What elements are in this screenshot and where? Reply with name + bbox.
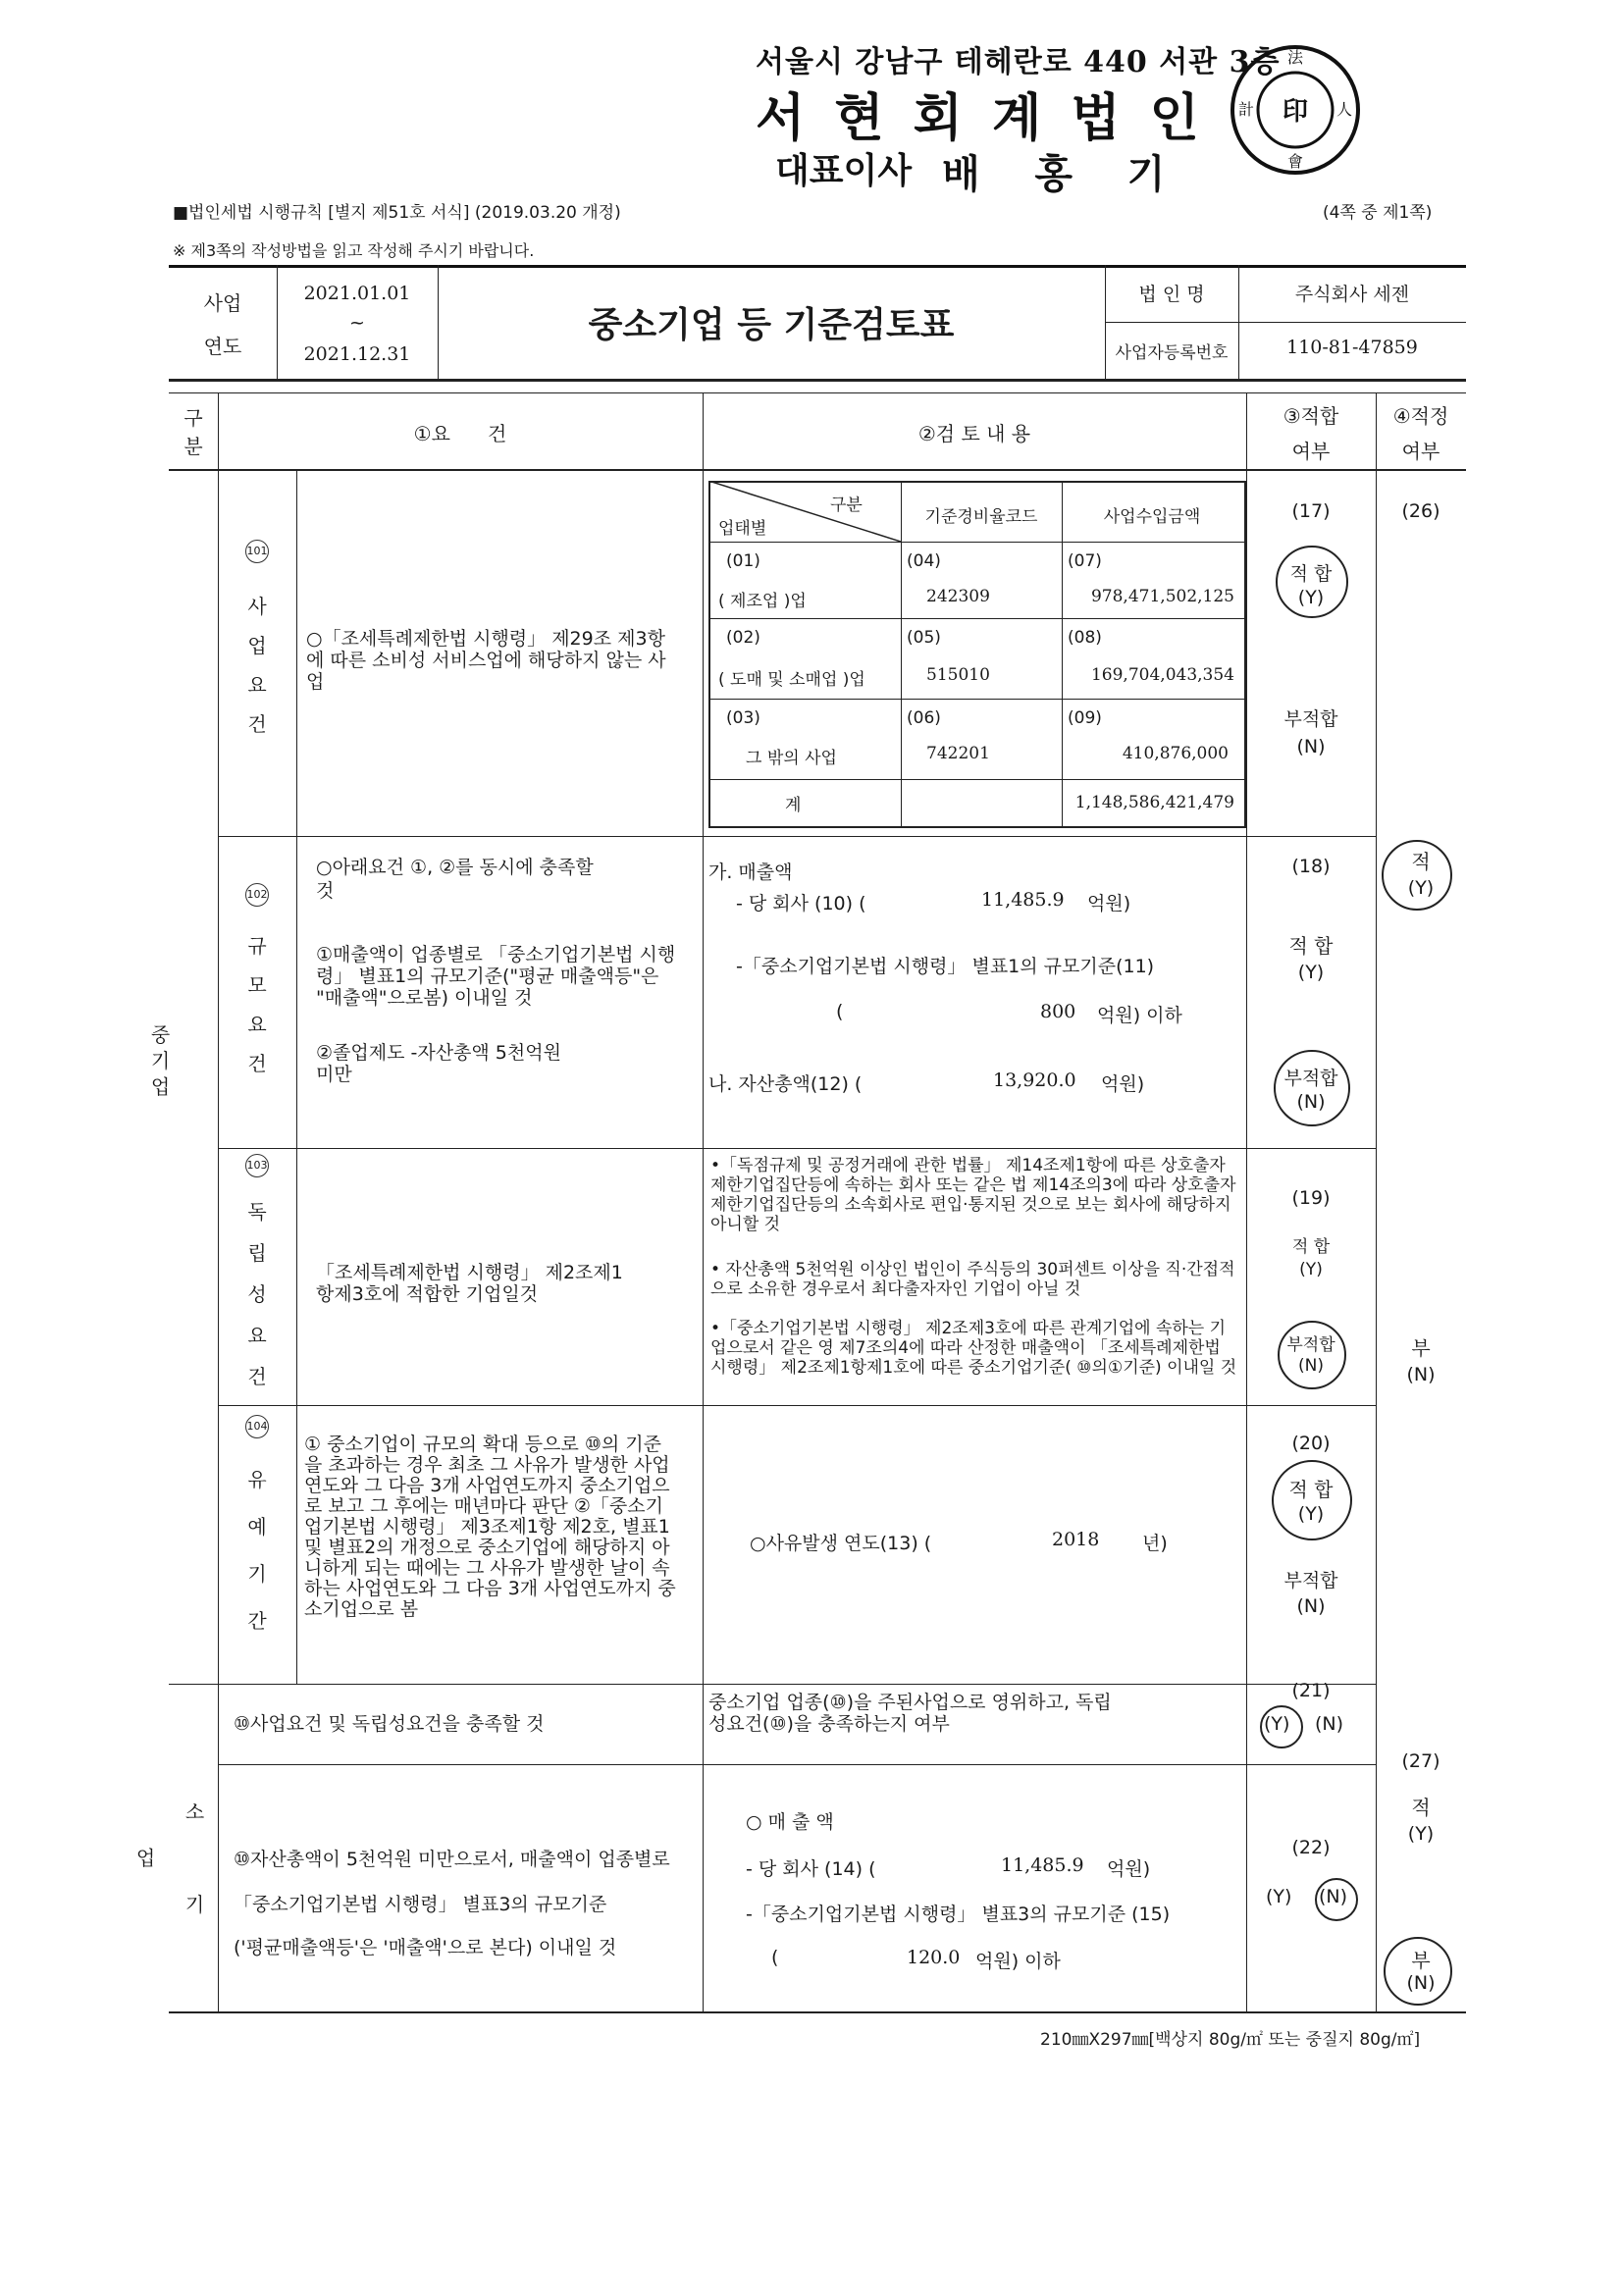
line1-n1: (01) [726, 551, 760, 571]
sme-final-no: 부 [1411, 1336, 1431, 1360]
biz-fit-yes-y: (Y) [1297, 587, 1325, 608]
scale-rev-e-label: 나. 자산총액(12) ( [708, 1073, 863, 1095]
date-from: 2021.01.01 [303, 283, 411, 304]
scale-rev-d-open: ( [836, 1001, 844, 1022]
small2-req-a: ⑩자산총액이 5천억원 미만으로서, 매출액이 업종별로 [234, 1849, 670, 1870]
grace-fit-yes: 적 합 [1288, 1478, 1334, 1501]
small-final-no: 부 [1411, 1949, 1431, 1972]
col-gubun: 구분 [183, 406, 203, 458]
seal-icon [1227, 41, 1364, 179]
col-fit4-a: ④적정 [1392, 404, 1449, 428]
page-info: (4쪽 중 제1쪽) [1323, 203, 1433, 223]
sme-final-yes-y: (Y) [1407, 877, 1435, 899]
scale-rev-b-val: 11,485.9 [981, 889, 1065, 911]
inner-head-code: 기준경비율코드 [924, 507, 1038, 527]
biz-no-label: 사업자등록번호 [1115, 343, 1229, 363]
stamp-address: 서울시 강남구 테헤란로 440 서관 3층 [756, 45, 1281, 79]
inner-head-gubun: 구분 [830, 496, 863, 515]
row-scale-label: 규 모 요 건 [247, 934, 267, 1075]
date-tilde: ~ [349, 312, 365, 334]
indep-fit-no-n: (N) [1298, 1356, 1324, 1376]
year-label-1: 사업 [203, 291, 242, 315]
line1-n2: (04) [907, 551, 941, 571]
line3-amount: 410,876,000 [1122, 744, 1229, 763]
small-final-yes: 적 [1411, 1796, 1431, 1819]
stamp-firm: 서 현 회 계 법 인 [756, 88, 1205, 148]
scale-rev-e-val: 13,920.0 [993, 1070, 1076, 1091]
svg-text:法: 法 [1286, 48, 1304, 67]
scale-fit-yes: 적 합 [1288, 934, 1334, 958]
small2-rev-a: ○ 매 출 액 [746, 1811, 834, 1833]
col-fit3-a: ③적합 [1283, 404, 1339, 428]
small2-req-c: ('평균매출액등'은 '매출액'으로 본다) 이내일 것 [234, 1937, 617, 1958]
indep-fit-yes-y: (Y) [1299, 1260, 1323, 1279]
svg-text:人: 人 [1335, 100, 1353, 119]
small1-review: 중소기업 업종(⑩)을 주된사업으로 영위하고, 독립성요건(⑩)을 충족하는지 여부 [708, 1692, 1112, 1735]
section-sme: 중 기 업 [147, 1023, 171, 1096]
biz-fit-no-n: (N) [1296, 736, 1326, 757]
svg-text:印: 印 [1282, 97, 1309, 127]
grace-requirement: ① 중소기업이 규모의 확대 등으로 ⑩의 기준을 초과하는 경우 최초 그 사유가 발생한 사업연도와 그 다음 3개 사업연도까지 중소기업으로 보고 그 후에는 매년마다 판단 ②「중소기업기본법 시행령」 제3조제1항 제2호, 별표1 및 별표2의 개정으로 중소기업에 해당하지 아니하게 되는 때에는 그 사유가 발생한 날이 속하는 사업연도와 그 다음 3개 사업연도까지 중소기업으로 봄 [304, 1434, 676, 1620]
col-requirement: ①요 건 [413, 422, 507, 445]
small1-fit-num: (21) [1291, 1680, 1331, 1701]
scale-rev-c: -「중소기업기본법 시행령」 별표1의 규모기준(11) [736, 956, 1155, 977]
small2-req-b: 「중소기업기본법 시행령」 별표3의 규모기준 [234, 1894, 607, 1915]
scale-req-2: ①매출액이 업종별로 「중소기업기본법 시행령」 별표1의 규모기준("평균 매출액등"은 "매출액"으로봄) 이내일 것 [316, 944, 676, 1009]
line3-n3: (09) [1068, 708, 1102, 728]
col-fit4-b: 여부 [1401, 440, 1440, 463]
small2-rev-c: -「중소기업기본법 시행령」 별표3의 규모기준 (15) [746, 1904, 1171, 1925]
line3-n2: (06) [907, 708, 941, 728]
page-title: 중소기업 등 기준검토표 [588, 305, 955, 345]
line2-n2: (05) [907, 628, 941, 648]
date-to: 2021.12.31 [303, 343, 411, 365]
sme-final-yes: 적 [1411, 850, 1431, 873]
line2-n3: (08) [1068, 628, 1102, 648]
total-label: 계 [785, 796, 802, 815]
svg-text:計: 計 [1237, 100, 1255, 119]
small2-n: (N) [1319, 1886, 1348, 1907]
small1-y: (Y) [1264, 1713, 1290, 1735]
scale-rev-d-val: 800 [1040, 1001, 1076, 1022]
small1-requirement: ⑩사업요건 및 독립성요건을 충족할 것 [234, 1713, 545, 1735]
corp-name-label: 법 인 명 [1138, 284, 1205, 305]
form-reference: ■법인세법 시행규칙 [별지 제51호 서식] (2019.03.20 개정) [173, 203, 621, 223]
line2-name: ( 도매 및 소매업 )업 [718, 670, 865, 690]
section-small: 소 기 업 [132, 1800, 205, 1948]
small-final-no-n: (N) [1406, 1972, 1436, 1994]
biz-fit-num: (17) [1291, 500, 1331, 522]
indep-rev-1: •「독점규제 및 공정거래에 관한 법률」 제14조제1항에 따른 상호출자제한기업집단등에 속하는 회사 또는 같은 법 제14조의3에 따라 상호출자제한기업집단등의 소속회사로 편입·통지된 것으로 보는 회사에 해당하지 아니할 것 [710, 1156, 1236, 1234]
col-review: ②검 토 내 용 [917, 422, 1031, 445]
small2-rev-b-label: - 당 회사 (14) ( [746, 1858, 876, 1880]
line3-n1: (03) [726, 708, 760, 728]
line3-name: 그 밖의 사업 [746, 749, 837, 768]
row-grace-num: 104 [218, 1415, 296, 1438]
scale-fit-no: 부적합 [1283, 1068, 1338, 1089]
line1-name: ( 제조업 )업 [718, 592, 807, 611]
stamp-rep-label: 대표이사 [775, 150, 913, 191]
small2-rev-d-unit: 억원) 이하 [975, 1951, 1061, 1972]
grace-review-val: 2018 [1052, 1529, 1100, 1550]
row-grace-label: 유 예 기 간 [247, 1468, 267, 1633]
biz-fit-no: 부적합 [1283, 708, 1338, 730]
sme-final-num: (26) [1401, 500, 1440, 522]
svg-text:會: 會 [1286, 152, 1304, 171]
small2-fit-num: (22) [1291, 1837, 1331, 1858]
line1-code: 242309 [926, 587, 990, 606]
paper-spec: 210㎜X297㎜[백상지 80g/㎡ 또는 중질지 80g/㎡] [1040, 2030, 1421, 2050]
indep-fit-num: (19) [1291, 1187, 1331, 1209]
row-indep-label: 독 립 성 요 건 [247, 1200, 267, 1388]
total-amount: 1,148,586,421,479 [1074, 793, 1234, 812]
line2-n1: (02) [726, 628, 760, 648]
scale-rev-e-unit: 억원) [1101, 1073, 1145, 1095]
small1-n: (N) [1315, 1713, 1344, 1735]
scale-fit-yes-y: (Y) [1297, 962, 1325, 983]
small2-rev-b-unit: 억원) [1107, 1858, 1151, 1880]
small2-rev-b-val: 11,485.9 [1001, 1854, 1084, 1876]
small-final-num: (27) [1401, 1750, 1440, 1772]
indep-fit-yes: 적 합 [1291, 1237, 1331, 1257]
sme-final-no-n: (N) [1406, 1364, 1436, 1385]
scale-fit-no-n: (N) [1296, 1091, 1326, 1113]
grace-fit-no-n: (N) [1296, 1595, 1326, 1617]
line2-amount: 169,704,043,354 [1090, 665, 1234, 685]
inner-head-amount: 사업수입금액 [1103, 507, 1201, 527]
stamp-rep-name: 배 홍 기 [942, 151, 1166, 197]
small2-rev-d-open: ( [771, 1947, 779, 1968]
row-business-label: 사 업 요 건 [247, 595, 267, 736]
row-indep-num: 103 [218, 1154, 296, 1177]
line1-amount: 978,471,502,125 [1090, 587, 1234, 606]
row-business-num: 101 [218, 540, 296, 563]
grace-fit-num: (20) [1291, 1433, 1331, 1454]
small2-y: (Y) [1266, 1886, 1292, 1907]
line1-n3: (07) [1068, 551, 1102, 571]
corp-name: 주식회사 세젠 [1294, 284, 1410, 305]
line3-code: 742201 [926, 744, 990, 763]
scale-rev-a: 가. 매출액 [708, 861, 793, 883]
small2-rev-d-val: 120.0 [907, 1947, 961, 1968]
biz-no: 110-81-47859 [1286, 337, 1418, 358]
row-business-requirement: ○「조세특례제한법 시행령」 제29조 제3항에 따른 소비성 서비스업에 해당하지 않는 사업 [306, 628, 666, 693]
col-fit3-b: 여부 [1291, 440, 1331, 463]
grace-fit-no: 부적합 [1283, 1570, 1338, 1592]
scale-req-1: ○아래요건 ①, ②를 동시에 충족할 것 [316, 857, 594, 902]
row-scale-num: 102 [218, 883, 296, 907]
indep-fit-no: 부적합 [1286, 1335, 1335, 1355]
indep-requirement: 「조세특례제한법 시행령」 제2조제1항제3호에 적합한 기업일것 [316, 1262, 623, 1305]
instruction-note: ※ 제3쪽의 작성방법을 읽고 작성해 주시기 바랍니다. [173, 241, 535, 260]
scale-rev-b-unit: 억원) [1087, 893, 1131, 914]
grace-review-unit: 년) [1142, 1533, 1168, 1554]
year-label-2: 연도 [203, 335, 242, 358]
scale-rev-d-unit: 억원) 이하 [1097, 1005, 1182, 1026]
small-final-yes-y: (Y) [1407, 1823, 1435, 1845]
scale-rev-b-label: - 당 회사 (10) ( [736, 893, 866, 914]
grace-fit-yes-y: (Y) [1297, 1503, 1325, 1525]
scale-req-3: ②졸업제도 -자산총액 5천억원 미만 [316, 1042, 561, 1085]
grace-review-label: ○사유발생 연도(13) ( [750, 1533, 932, 1554]
indep-rev-2: • 자산총액 5천억원 이상인 법인이 주식등의 30퍼센트 이상을 직·간접적으로 소유한 경우로서 최다출자자인 기업이 아닐 것 [710, 1260, 1235, 1299]
line2-code: 515010 [926, 665, 990, 685]
scale-fit-num: (18) [1291, 856, 1331, 877]
biz-fit-yes: 적 합 [1289, 563, 1333, 585]
indep-rev-3: •「중소기업기본법 시행령」 제2조제3호에 따른 관계기업에 속하는 기업으로서 같은 영 제7조의4에 따라 산정한 매출액이 「조세특례제한법 시행령」 제2조제1항제1호에 따른 중소기업기준( ⑩의①기준) 이내일 것 [710, 1319, 1237, 1378]
inner-head-industry: 업태별 [718, 519, 767, 539]
